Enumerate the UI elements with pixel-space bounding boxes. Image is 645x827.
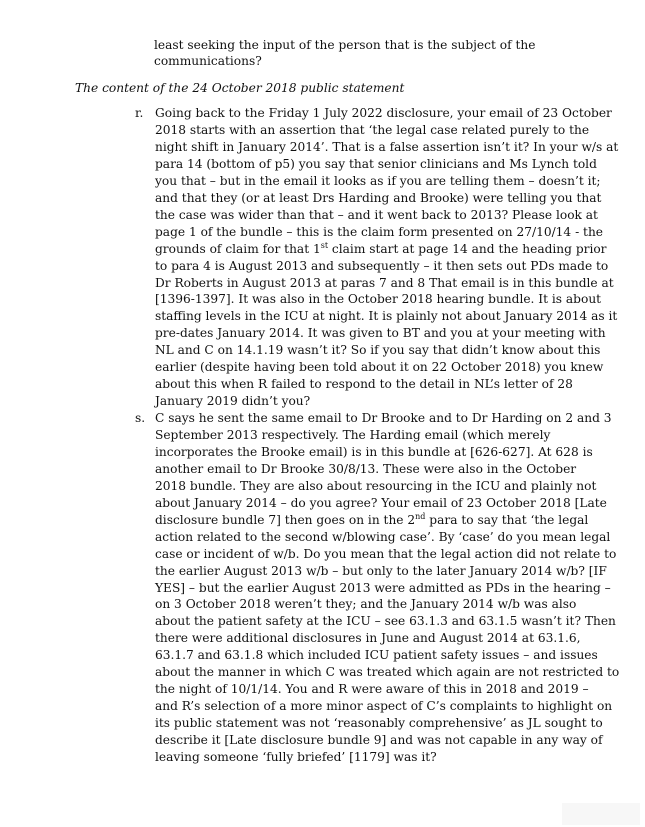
- para-s-line: [155, 732, 603, 748]
- para-s-line: [155, 410, 612, 426]
- para-s-marker: s.: [135, 411, 146, 425]
- para-s-line: [155, 613, 616, 629]
- line-text: about the patient safety at the ICU – see 63.1.3 and 63.1.5 wasn’t it? Then: [155, 614, 616, 629]
- para-s-line: [155, 478, 596, 494]
- para-s-line: [155, 580, 611, 596]
- line-text: there were additional disclosures in June and August 2014 at 63.1.6,: [155, 631, 581, 646]
- para-r-line: [155, 393, 310, 409]
- line-text: YES] – but the earlier August 2013 were admitted as PDs in the hearing –: [155, 580, 611, 595]
- para-s-line: [155, 647, 598, 663]
- line-text: and that they (or at least Drs Harding and Brooke) were telling you that: [155, 190, 602, 205]
- para-r-line: [155, 376, 573, 392]
- para-s-line: [155, 681, 589, 697]
- line-text: Dr Roberts in August 2013 at paras 7 and 8 That email is in this bundle at: [155, 275, 614, 290]
- line-text: C says he sent the same email to Dr Brooke and to Dr Harding on 2 and 3: [155, 411, 612, 425]
- para-s-line: [155, 698, 612, 714]
- line-text: another email to Dr Brooke 30/8/13. These were also in the October: [155, 461, 577, 476]
- line-text: and R’s selection of a more minor aspect of C’s complaints to highlight on: [155, 699, 613, 714]
- line-text: January 2019 didn’t you?: [155, 394, 311, 409]
- line-text: disclosure bundle 7] then goes on in the 2: [155, 512, 416, 527]
- section-heading: The content of the 24 October 2018 public statement: [75, 81, 405, 95]
- line-text: its public statement was not ‘reasonably comprehensive’ as JL sought to: [155, 716, 603, 731]
- line-text: action related to the second w/blowing case’. By ‘case’ do you mean legal: [155, 529, 611, 544]
- para-r-line: [155, 207, 598, 223]
- line-text: night shift in January 2014’. That is a false assertion isn’t it? In your w/s at: [155, 139, 619, 154]
- para-r-line: [155, 190, 601, 206]
- para-r-line: [155, 173, 601, 189]
- line-text: the case was wider than that – and it went back to 2013? Please look at: [155, 207, 598, 222]
- intro-line-2: communications?: [154, 54, 262, 68]
- line-text: [1396-1397]. It was also in the October 2018 hearing bundle. It is about: [155, 292, 602, 307]
- para-r-marker: r.: [135, 106, 144, 120]
- line-text: 63.1.7 and 63.1.8 which included ICU patient safety issues – and issues: [155, 648, 598, 663]
- para-r-line: [155, 122, 589, 138]
- line-text: leaving someone ‘fully briefed’ [1179] was it?: [155, 750, 437, 764]
- line-text-tail: claim start at page 14 and the heading prior: [328, 241, 607, 256]
- para-s-line: [155, 495, 607, 511]
- line-text: about the manner in which C was treated which again are not restricted to: [155, 665, 620, 680]
- line-text: incorporates the Brooke email) is in this bundle at [626-627]. At 628 is: [155, 444, 593, 459]
- para-r-line: [155, 224, 603, 240]
- para-s-line: [155, 715, 603, 731]
- line-text: the earlier August 2013 w/b – but only to the later January 2014 w/b? [IF: [155, 563, 607, 578]
- para-s-line: [155, 630, 580, 646]
- line-text-tail: para to say that ‘the legal: [425, 512, 589, 527]
- para-s-line: [155, 529, 610, 545]
- line-text: describe it [Late disclosure bundle 9] and was not capable in any way of: [155, 733, 603, 748]
- line-text: to para 4 is August 2013 and subsequently – it then sets out PDs made to: [155, 258, 609, 273]
- intro-line-1: least seeking the input of the person that is the subject of the: [154, 38, 536, 52]
- line-text: on 3 October 2018 weren’t they; and the January 2014 w/b was also: [155, 597, 577, 612]
- line-text: staffing levels in the ICU at night. It is plainly not about January 2014 as it: [155, 309, 618, 324]
- para-s-line: [155, 546, 616, 562]
- para-s-line: [155, 427, 550, 443]
- para-s-line: [155, 664, 619, 680]
- para-s-line: [155, 512, 588, 528]
- para-r-line: [155, 359, 603, 375]
- para-s-line: [155, 444, 593, 460]
- line-text: pre-dates January 2014. It was given to BT and you at your meeting with: [155, 326, 606, 341]
- line-text: 2018 starts with an assertion that ‘the legal case related purely to the: [155, 122, 590, 137]
- line-text: the night of 10/1/14. You and R were aware of this in 2018 and 2019 –: [155, 682, 589, 697]
- line-text: you that – but in the email it looks as if you are telling them – doesn’t it;: [155, 173, 601, 188]
- para-r-line: [155, 291, 601, 307]
- para-r-line: [155, 342, 600, 358]
- para-r-line: [155, 325, 606, 341]
- para-s-line: [155, 749, 437, 765]
- line-text: about this when R failed to respond to the detail in NL’s letter of 28: [155, 377, 573, 392]
- para-r-line: [155, 308, 617, 324]
- line-text: page 1 of the bundle – this is the claim form presented on 27/10/14 - the: [155, 224, 604, 239]
- line-text: para 14 (bottom of p5) you say that senior clinicians and Ms Lynch told: [155, 156, 597, 171]
- superscript: nd: [415, 511, 426, 521]
- line-text: September 2013 respectively. The Harding email (which merely: [155, 427, 551, 442]
- para-r-line: [155, 105, 612, 121]
- para-s-line: [155, 461, 576, 477]
- para-r-line: [155, 258, 608, 274]
- line-text: 2018 bundle. They are also about resourcing in the ICU and plainly not: [155, 478, 597, 493]
- line-text: grounds of claim for that 1: [155, 241, 321, 256]
- line-text: case or incident of w/b. Do you mean that the legal action did not relate to: [155, 546, 617, 561]
- line-text: NL and C on 14.1.19 wasn’t it? So if you say that didn’t know about this: [155, 343, 601, 358]
- para-r-line: [155, 156, 597, 172]
- para-r-line: [155, 241, 607, 257]
- para-r-line: [155, 139, 618, 155]
- para-s-line: [155, 563, 607, 579]
- page-corner-shade: [562, 803, 640, 825]
- line-text: Going back to the Friday 1 July 2022 disclosure, your email of 23 October: [155, 106, 612, 120]
- para-r-line: [155, 275, 614, 291]
- para-s-line: [155, 596, 576, 612]
- superscript: st: [320, 240, 329, 250]
- line-text: earlier (despite having been told about it on 22 October 2018) you knew: [155, 360, 604, 375]
- line-text: about January 2014 – do you agree? Your email of 23 October 2018 [Late: [155, 495, 607, 510]
